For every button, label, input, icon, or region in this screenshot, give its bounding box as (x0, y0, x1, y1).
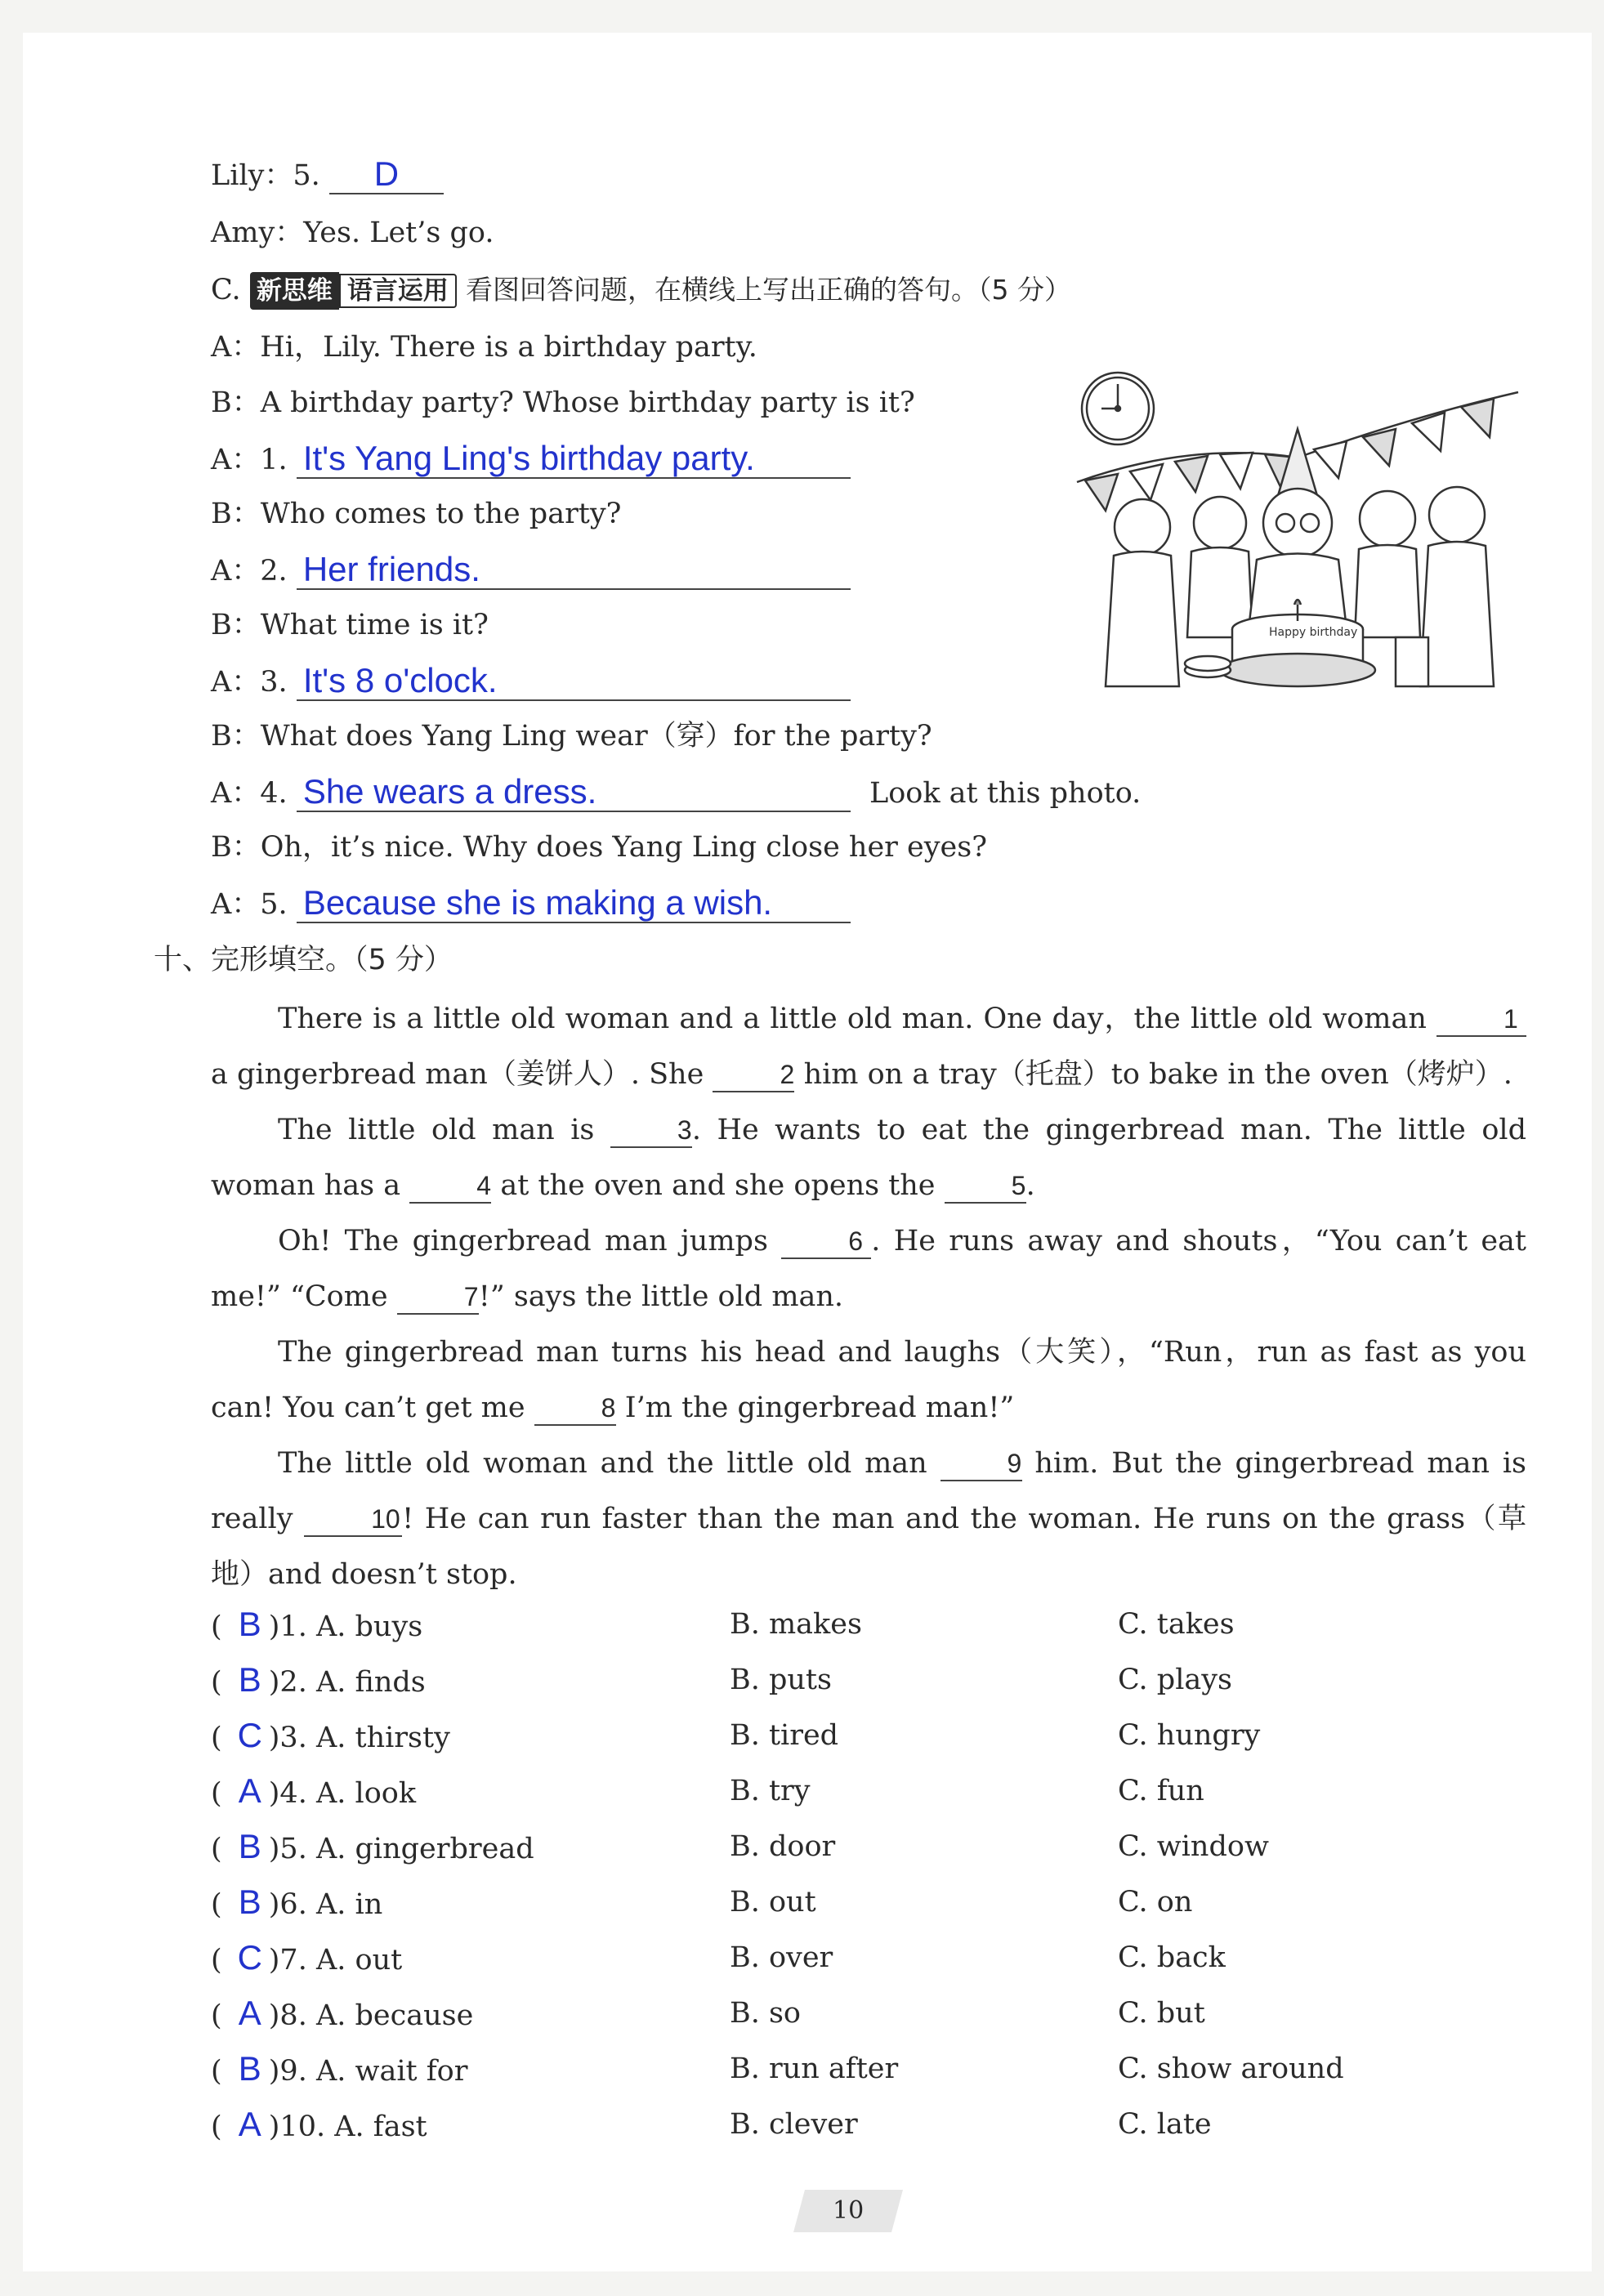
option-row: ( A )4. A. look (211, 1771, 417, 1810)
answer-text: Her friends. (297, 551, 851, 590)
selected-answer: A (238, 1994, 261, 2032)
option-b: B. door (730, 1830, 836, 1863)
clock-icon (1082, 373, 1154, 444)
option-c: C. but (1118, 1997, 1205, 2030)
selected-answer: B (238, 1660, 261, 1699)
dialogue-line: B：What time is it? (211, 609, 489, 641)
option-b: B. puts (730, 1664, 832, 1696)
selected-answer: C (237, 1716, 262, 1754)
answer-text: It's 8 o'clock. (297, 662, 851, 701)
paragraph: Oh! The gingerbread man jumps 6 . He runs away and shouts，“You can’t eat me!” “Come 7!” says the little old man. (211, 1225, 1526, 1313)
paragraph: The little old woman and the little old man 9 him. But the gingerbread man is really 10! He can run faster than the man and the woman. He runs on the grass（草地）and doesn’t stop. (211, 1447, 1527, 1591)
blank-8: 8 (534, 1391, 616, 1426)
dialogue-line: B：Oh，it’s nice. Why does Yang Ling close her eyes? (211, 831, 987, 864)
option-c: C. takes (1118, 1608, 1235, 1641)
option-row: ( B )5. A. gingerbread (211, 1827, 534, 1865)
selected-answer: B (238, 1605, 261, 1643)
dialogue-line: B：Who comes to the party? (211, 498, 622, 530)
option-b: B. over (730, 1941, 833, 1974)
paragraph: There is a little old woman and a little old man. One day，the little old woman 1 a gingerbread man（姜饼人）. She 2 him on a tray（托盘）to bake in the oven（烤炉）. (211, 991, 1526, 1102)
dialogue-line: B：A birthday party? Whose birthday party is it? (211, 386, 915, 419)
option-c: C. back (1118, 1941, 1226, 1974)
option-row: ( A )10. A. fast (211, 2105, 427, 2143)
option-row: ( B )2. A. finds (211, 1660, 426, 1699)
option-c: C. late (1118, 2108, 1212, 2141)
blank-1: 1 (1436, 1003, 1526, 1037)
blank-3: 3 (610, 1114, 692, 1148)
option-row: ( C )3. A. thirsty (211, 1716, 450, 1754)
answer-line-2: A：2. Her friends. (211, 551, 851, 590)
option-b: B. clever (730, 2108, 858, 2141)
option-row: ( B )6. A. in (211, 1883, 383, 1921)
selected-answer: B (238, 1827, 261, 1865)
answer-line-4: A：4. She wears a dress. Look at this photo. (211, 772, 1142, 811)
answer-text: Because she is making a wish. (297, 884, 851, 923)
paragraph: The gingerbread man turns his head and laughs（大笑），“Run，run as fast as you can! You can’t get me 8 I’m the gingerbread man!” (211, 1336, 1526, 1424)
option-b: B. try (730, 1775, 811, 1807)
amy-line: Amy：Yes. Let’s go. (211, 217, 494, 249)
option-c: C. on (1118, 1886, 1193, 1919)
option-b: B. makes (730, 1608, 862, 1641)
new-thinking-badge: 新思维 (250, 272, 339, 310)
birthday-party-illustration (1069, 360, 1526, 703)
option-row: ( B )9. A. wait for (211, 2049, 468, 2088)
answer-text: It's Yang Ling's birthday party. (297, 440, 851, 479)
svg-text:Happy birthday: Happy birthday (1269, 626, 1358, 639)
blank-7: 7 (397, 1280, 479, 1315)
option-c: C. window (1118, 1830, 1269, 1863)
dialogue-line: B：What does Yang Ling wear（穿）for the party? (211, 720, 932, 753)
option-b: B. out (730, 1886, 816, 1919)
lily-line: Lily：5. D (211, 155, 444, 194)
option-row: ( C )7. A. out (211, 1938, 403, 1977)
option-b: B. so (730, 1997, 802, 2030)
answer-text: She wears a dress. (297, 773, 851, 812)
option-b: B. tired (730, 1719, 839, 1752)
option-row: ( A )8. A. because (211, 1994, 474, 2032)
blank-5: 5 (945, 1169, 1026, 1204)
answer-line-1: A：1. It's Yang Ling's birthday party. (211, 440, 851, 479)
blank-2: 2 (713, 1058, 794, 1092)
language-use-badge: 语言运用 (339, 274, 457, 308)
option-c: C. fun (1118, 1775, 1204, 1807)
answer-5: D (329, 155, 444, 194)
selected-answer: C (237, 1938, 262, 1977)
option-b: B. run after (730, 2053, 899, 2085)
blank-10: 10 (304, 1503, 402, 1537)
section-10-heading: 十、完形填空。（5 分） (154, 944, 453, 976)
selected-answer: B (238, 2049, 261, 2088)
blank-9: 9 (941, 1447, 1022, 1481)
blank-6: 6 (781, 1225, 871, 1259)
worksheet-page (23, 33, 1592, 2271)
selected-answer: A (238, 2105, 261, 2143)
blank-4: 4 (409, 1169, 491, 1204)
option-c: C. hungry (1118, 1719, 1261, 1752)
section-c-heading: C. 新思维 语言运用 看图回答问题，在横线上写出正确的答句。（5 分） (211, 271, 1071, 310)
selected-answer: B (238, 1883, 261, 1921)
dialogue-line: A：Hi，Lily. There is a birthday party. (211, 331, 757, 364)
page-number: 10 (793, 2190, 903, 2232)
option-c: C. plays (1118, 1664, 1232, 1696)
option-c: C. show around (1118, 2053, 1344, 2085)
answer-line-3: A：3. It's 8 o'clock. (211, 662, 851, 701)
selected-answer: A (238, 1771, 261, 1810)
paragraph: The little old man is 3. He wants to eat the gingerbread man. The little old woman has a 4 at the oven and she opens the 5. (211, 1114, 1526, 1202)
answer-line-5: A：5. Because she is making a wish. (211, 884, 851, 923)
cloze-passage (211, 991, 1526, 1602)
option-row: ( B )1. A. buys (211, 1605, 423, 1643)
